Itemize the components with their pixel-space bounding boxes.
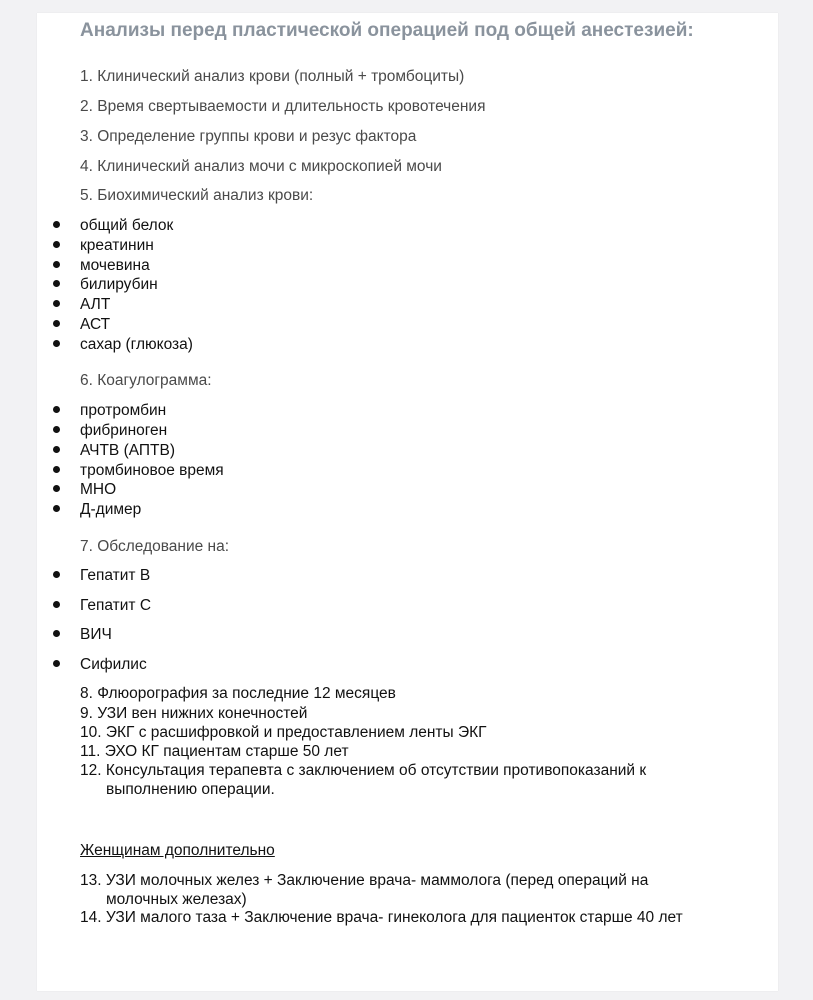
bullet-item: фибриноген bbox=[53, 422, 167, 440]
list-item: 5. Биохимический анализ крови: bbox=[80, 187, 314, 204]
bullet-icon bbox=[53, 320, 60, 327]
list-item: 7. Обследование на: bbox=[80, 538, 230, 555]
bullet-item: ВИЧ bbox=[53, 626, 112, 644]
bullet-item: мочевина bbox=[53, 257, 150, 275]
list-item: 12. Консультация терапевта с заключением об отсутствии противопоказаний к bbox=[80, 762, 647, 779]
bullet-item: АЧТВ (АПТВ) bbox=[53, 442, 175, 460]
list-item-continuation: молочных железах) bbox=[106, 891, 247, 908]
list-item: 13. УЗИ молочных желез + Заключение врача- маммолога (перед операций на bbox=[80, 872, 649, 889]
list-item: 1. Клинический анализ крови (полный + тромбоциты) bbox=[80, 68, 465, 85]
list-item: 14. УЗИ малого таза + Заключение врача- гинеколога для пациенток старше 40 лет bbox=[80, 909, 683, 926]
document-title: Анализы перед пластической операцией под общей анестезией: bbox=[80, 20, 694, 41]
bullet-icon bbox=[53, 241, 60, 248]
list-item: 2. Время свертываемости и длительность кровотечения bbox=[80, 98, 486, 115]
list-item: 9. УЗИ вен нижних конечностей bbox=[80, 705, 308, 722]
list-item: 6. Коагулограмма: bbox=[80, 372, 212, 389]
list-item: 10. ЭКГ с расшифровкой и предоставлением ленты ЭКГ bbox=[80, 724, 487, 741]
bullet-icon bbox=[53, 340, 60, 347]
bullet-icon bbox=[53, 261, 60, 268]
bullet-item: Гепатит В bbox=[53, 567, 150, 585]
bullet-item: сахар (глюкоза) bbox=[53, 336, 193, 354]
bullet-item: общий белок bbox=[53, 217, 173, 235]
list-item: 3. Определение группы крови и резус фактора bbox=[80, 128, 417, 145]
bullet-item: тромбиновое время bbox=[53, 462, 224, 480]
list-item: 4. Клинический анализ мочи с микроскопией мочи bbox=[80, 158, 442, 175]
bullet-icon bbox=[53, 426, 60, 433]
list-item: 8. Флюорография за последние 12 месяцев bbox=[80, 685, 396, 702]
bullet-icon bbox=[53, 485, 60, 492]
bullet-item: билирубин bbox=[53, 276, 158, 294]
bullet-item: Д-димер bbox=[53, 501, 141, 519]
list-item: 11. ЭХО КГ пациентам старше 50 лет bbox=[80, 743, 349, 760]
bullet-icon bbox=[53, 446, 60, 453]
bullet-item: протромбин bbox=[53, 402, 166, 420]
bullet-icon bbox=[53, 505, 60, 512]
bullet-icon bbox=[53, 406, 60, 413]
section-heading: Женщинам дополнительно bbox=[80, 842, 275, 859]
bullet-icon bbox=[53, 280, 60, 287]
bullet-icon bbox=[53, 571, 60, 578]
bullet-item: АСТ bbox=[53, 316, 110, 334]
bullet-icon bbox=[53, 601, 60, 608]
bullet-item: Сифилис bbox=[53, 656, 147, 674]
bullet-icon bbox=[53, 300, 60, 307]
bullet-item: МНО bbox=[53, 481, 116, 499]
bullet-icon bbox=[53, 630, 60, 637]
bullet-item: креатинин bbox=[53, 237, 154, 255]
bullet-item: АЛТ bbox=[53, 296, 110, 314]
bullet-icon bbox=[53, 660, 60, 667]
document-page bbox=[37, 13, 778, 991]
list-item-continuation: выполнению операции. bbox=[106, 781, 275, 798]
bullet-icon bbox=[53, 466, 60, 473]
bullet-item: Гепатит С bbox=[53, 597, 151, 615]
bullet-icon bbox=[53, 221, 60, 228]
